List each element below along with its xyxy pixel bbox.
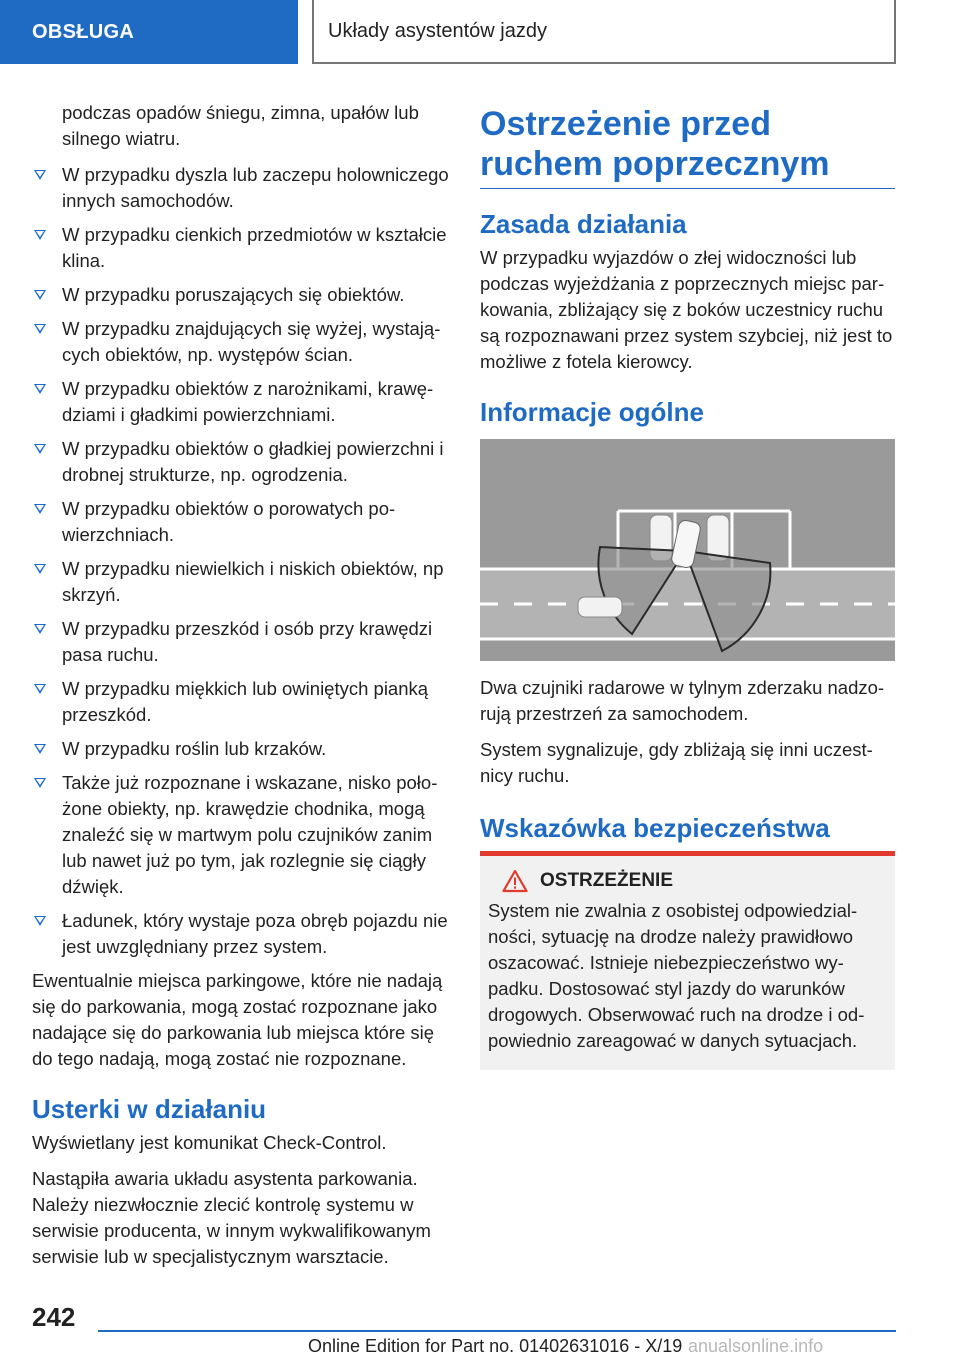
bullet-triangle-icon xyxy=(34,230,46,240)
list-item: W przypadku obiektów z narożnikami, krawędziami i gładkimi powierzchniami. xyxy=(32,376,452,428)
list-item: W przypadku niewielkich i niskich obiektów, np skrzyń. xyxy=(32,556,452,608)
general-heading: Informacje ogólne xyxy=(480,397,704,427)
list-item: W przypadku obiektów o porowatych powierzchniach. xyxy=(32,496,452,548)
bullet-triangle-icon xyxy=(34,504,46,514)
right-column xyxy=(480,104,895,1070)
bullet-triangle-icon xyxy=(34,744,46,754)
list-item: W przypadku przeszkód i osób przy krawędzi pasa ruchu. xyxy=(32,616,452,668)
principle-text: W przypadku wyjazdów o złej widoczności lub podczas wyjeżdżania z poprzecznych miejsc parkowania, zbliżający się z boków uczestnicy ruchu są rozpoznawani przez system szybciej, niż jest to możliwe z fotela kierowcy. xyxy=(480,247,893,372)
list-item: W przypadku obiektów o gładkiej powierzchni i drobnej strukturze, np. ogrodzenia. xyxy=(32,436,452,488)
malfunction-text-2: Nastąpiła awaria układu asystenta parkowania. Należy niezwłocznie zlecić kontrolę systemu w serwisie producenta, w innym wykwalifikowanym serwisie lub w specjalistycznym warsztacie. xyxy=(32,1168,431,1267)
sensors-text: Dwa czujniki radarowe w tylnym zderzaku nadzorują przestrzeń za samochodem. xyxy=(480,677,885,724)
list-item: W przypadku poruszających się obiektów. xyxy=(32,282,452,308)
list-item: W przypadku dyszla lub zaczepu holowniczego innych samochodów. xyxy=(32,162,452,214)
left-column xyxy=(32,100,452,1280)
chapter-title: Układy asystentów jazdy xyxy=(312,0,896,64)
list-item: W przypadku roślin lub krzaków. xyxy=(32,736,452,762)
parking-note: Ewentualnie miejsca parkingowe, które nie nadają się do parkowania, mogą zostać rozpoznane jako nadające się do parkowania lub miejsca które się do tego nadają, mogą zostać nie rozpoznane. xyxy=(32,970,443,1069)
watermark: anualsonline.info xyxy=(688,1336,824,1356)
safety-heading: Wskazówka bezpieczeństwa xyxy=(480,813,830,843)
bullet-triangle-icon xyxy=(34,778,46,788)
limitations-list xyxy=(32,162,452,960)
bullet-triangle-icon xyxy=(34,324,46,334)
list-item: W przypadku miękkich lub owiniętych pianką przeszkód. xyxy=(32,676,452,728)
page-header xyxy=(0,0,960,64)
safety-heading-block xyxy=(480,813,895,856)
malfunction-heading: Usterki w działaniu xyxy=(32,1094,267,1124)
warning-triangle-icon xyxy=(502,869,528,893)
malfunction-text-1: Wyświetlany jest komunikat Check-Control. xyxy=(32,1132,387,1153)
bullet-triangle-icon xyxy=(34,290,46,300)
bullet-triangle-icon xyxy=(34,564,46,574)
bullet-triangle-icon xyxy=(34,624,46,634)
section-tab: OBSŁUGA xyxy=(0,0,298,64)
list-item: Także już rozpoznane i wskazane, nisko położone obiekty, np. krawędzie chodnika, mogą znaleźć się w martwym polu czujników zanim lub nawet już po tym, jak rozlegnie się ciągły dźwięk. xyxy=(32,770,452,900)
principle-heading: Zasada działania xyxy=(480,209,687,239)
list-item: W przypadku cienkich przedmiotów w kształcie klina. xyxy=(32,222,452,274)
intro-text: podczas opadów śniegu, zimna, upałów lub silnego wiatru. xyxy=(62,102,419,149)
bullet-triangle-icon xyxy=(34,684,46,694)
list-item: Ładunek, który wystaje poza obręb pojazdu nie jest uwzględniany przez system. xyxy=(32,908,452,960)
edition-info: Online Edition for Part no. 01402631016 - X/19 xyxy=(308,1336,683,1356)
warning-title: OSTRZEŻENIE xyxy=(540,870,674,891)
warning-text: System nie zwalnia z osobistej odpowiedzialności, sytuację na drodze należy prawidłowo oszacować. Istnieje niebezpieczeństwo wypadku. Dostosować styl jazdy do warunków drogowych. Obserwować ruch na drodze i odpowiednio zareagować w danych sytuacjach. xyxy=(488,900,865,1051)
bullet-triangle-icon xyxy=(34,384,46,394)
bullet-triangle-icon xyxy=(34,916,46,926)
section-title: Ostrzeżenie przed ruchem poprzecznym xyxy=(480,104,895,189)
signal-text: System sygnalizuje, gdy zbliżają się inni uczestnicy ruchu. xyxy=(480,739,873,786)
crossing-car xyxy=(578,597,622,617)
bullet-triangle-icon xyxy=(34,444,46,454)
radar-illustration xyxy=(480,439,895,661)
footer-rule xyxy=(98,1330,896,1332)
page-number: 242 xyxy=(32,1302,76,1332)
list-item: W przypadku znajdujących się wyżej, wystających obiektów, np. występów ścian. xyxy=(32,316,452,368)
warning-box xyxy=(480,856,895,1070)
bullet-triangle-icon xyxy=(34,170,46,180)
